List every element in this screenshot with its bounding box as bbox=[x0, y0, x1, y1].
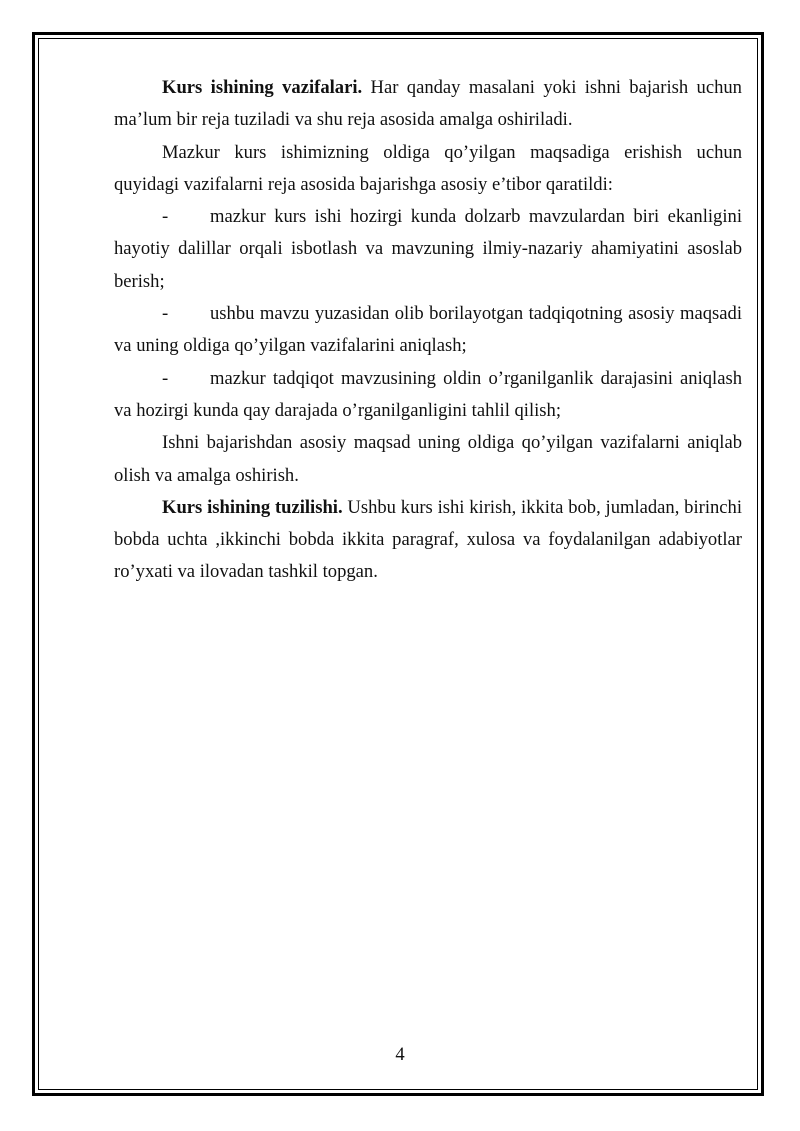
list-marker: - bbox=[162, 367, 169, 389]
document-body bbox=[114, 72, 742, 589]
list-marker: - bbox=[162, 303, 169, 325]
list-item-text: mazkur kurs ishi hozirgi kunda dolzarb mavzulardan biri ekanligini hayotiy dalillar orqali isbotlash va mavzuning ilmiy-nazariy ahamiyatini asoslab berish; bbox=[114, 206, 742, 292]
list-item-text: mazkur tadqiqot mavzusining oldin o’rganilganlik darajasini aniqlash va hozirgi kunda qay darajada o’rganilganligini tahlil qilish; bbox=[114, 367, 742, 421]
paragraph-text: Har qanday masalani yoki ishni bajarish uchun ma’lum bir reja tuziladi va shu reja asosida amalga oshiriladi. bbox=[114, 77, 742, 131]
paragraph-text: Mazkur kurs ishimizning oldiga qo’yilgan maqsadiga erishish uchun quyidagi vazifalarni reja asosida bajarishga asosiy e’tibor qaratildi: bbox=[114, 141, 742, 195]
paragraph-main-goal bbox=[114, 427, 742, 492]
list-marker: - bbox=[162, 206, 169, 228]
list-item bbox=[114, 201, 742, 298]
paragraph-goals bbox=[114, 137, 742, 202]
paragraph-text: Ishni bajarishdan asosiy maqsad uning oldiga qo’yilgan vazifalarni aniqlab olish va amalga oshirish. bbox=[114, 432, 742, 486]
paragraph-structure bbox=[114, 492, 742, 589]
page-number: 4 bbox=[395, 1044, 405, 1065]
heading-tasks: Kurs ishining vazifalari. bbox=[162, 77, 363, 98]
heading-structure: Kurs ishining tuzilishi. bbox=[162, 496, 343, 518]
list-item bbox=[114, 298, 742, 363]
list-item bbox=[114, 363, 742, 428]
paragraph-tasks-intro bbox=[114, 72, 742, 137]
paragraph-text: Ushbu kurs ishi kirish, ikkita bob, jumladan, birinchi bobda uchta ,ikkinchi bobda ikkita paragraf, xulosa va foydalanilgan adabiyotlar ro’yxati va ilovadan tashkil topgan. bbox=[114, 496, 742, 583]
list-item-text: ushbu mavzu yuzasidan olib borilayotgan tadqiqotning asosiy maqsadi va uning oldiga qo’yilgan vazifalarini aniqlash; bbox=[114, 303, 742, 357]
